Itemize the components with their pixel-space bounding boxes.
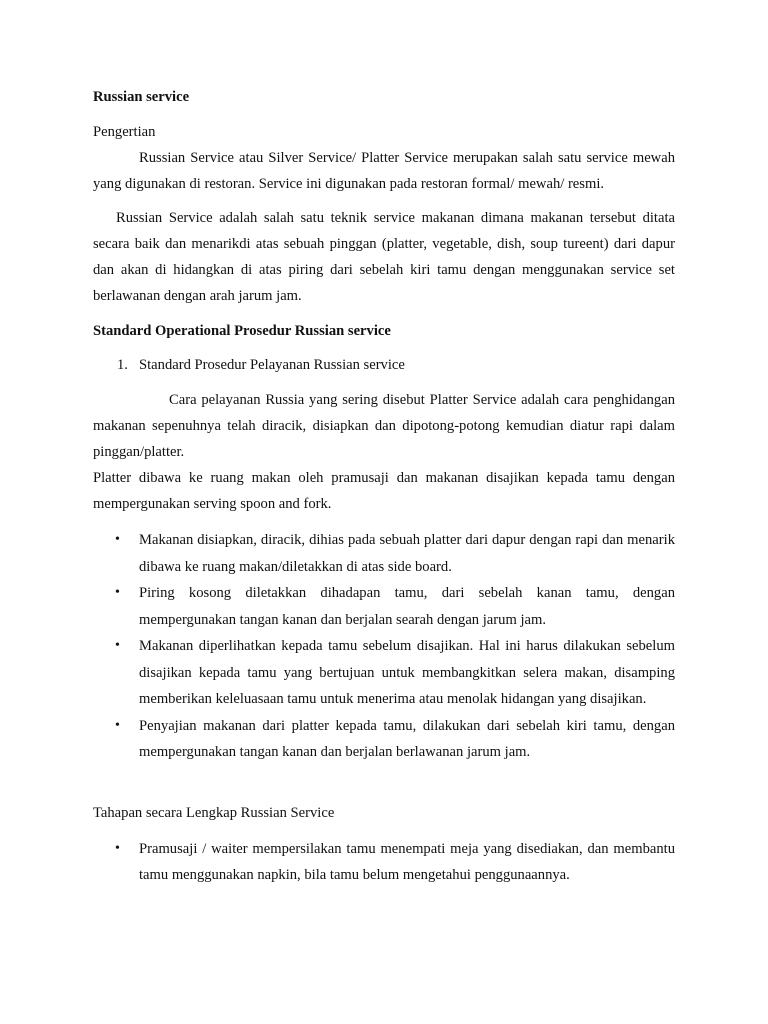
pengertian-paragraph-2: Russian Service adalah salah satu teknik service makanan dimana makanan tersebut ditata secara baik dan menarikdi atas sebuah pinggan (platter, vegetable, dish, soup tureent) dari dapur dan akan di hidangkan di atas piring dari sebelah kiri tamu dengan menggunakan service set berlawanan dengan arah jarum jam. bbox=[93, 210, 675, 304]
bullet-icon: • bbox=[115, 638, 120, 653]
list-item bbox=[93, 633, 675, 713]
document-title: Russian service bbox=[93, 89, 190, 105]
pengertian-heading: Pengertian bbox=[93, 124, 156, 140]
tahapan-bullet-list bbox=[93, 836, 675, 889]
list-item-text: Piring kosong diletakkan dihadapan tamu, dari sebelah kanan tamu, dengan mempergunakan tangan kanan dan berjalan searah dengan jarum jam. bbox=[139, 585, 675, 628]
list-item-text: Makanan disiapkan, diracik, dihias pada sebuah platter dari dapur dengan rapi dan menarik dibawa ke ruang makan/diletakkan di atas side board. bbox=[139, 532, 675, 575]
tahapan-heading: Tahapan secara Lengkap Russian Service bbox=[93, 804, 335, 821]
pelayanan-paragraph-2: Platter dibawa ke ruang makan oleh pramusaji dan makanan disajikan kepada tamu dengan mempergunakan serving spoon and fork. bbox=[93, 470, 675, 512]
numbered-item-label: Standard Prosedur Pelayanan Russian service bbox=[139, 357, 405, 373]
document-page bbox=[93, 84, 675, 889]
bullet-icon: • bbox=[115, 840, 120, 856]
list-item bbox=[93, 527, 675, 580]
list-item-text: Makanan diperlihatkan kepada tamu sebelum disajikan. Hal ini harus dilakukan sebelum disajikan kepada tamu yang bertujuan untuk membangkitkan selera makan, disamping memberikan keleluasaan tamu untuk menerima atau menolak hidangan yang disajikan. bbox=[139, 638, 675, 707]
list-item bbox=[93, 580, 675, 633]
sop-heading: Standard Operational Prosedur Russian service bbox=[93, 323, 391, 339]
list-item bbox=[93, 713, 675, 766]
bullet-icon: • bbox=[115, 585, 120, 600]
prosedur-bullet-list bbox=[93, 527, 675, 766]
bullet-icon: • bbox=[115, 532, 120, 547]
pengertian-paragraph-1: Russian Service atau Silver Service/ Platter Service merupakan salah satu service mewah yang digunakan di restoran. Service ini digunakan pada restoran formal/ mewah/ resmi. bbox=[93, 150, 675, 192]
list-item bbox=[93, 836, 675, 889]
numbered-list bbox=[93, 352, 675, 378]
list-item-text: Penyajian makanan dari platter kepada tamu, dilakukan dari sebelah kiri tamu, dengan mempergunakan tangan kanan dan berjalan berlawanan jarum jam. bbox=[139, 717, 675, 760]
list-item-text: Pramusaji / waiter mempersilakan tamu menempati meja yang disediakan, dan membantu tamu menggunakan napkin, bila tamu belum mengetahui penggunaannya. bbox=[139, 840, 675, 883]
numbered-item bbox=[93, 352, 675, 378]
numbered-item-number: 1. bbox=[117, 357, 128, 373]
bullet-icon: • bbox=[115, 717, 120, 733]
pelayanan-paragraph-1: Cara pelayanan Russia yang sering disebut Platter Service adalah cara penghidangan makanan sepenuhnya telah diracik, disiapkan dan dipotong-potong kemudian diatur rapi dalam pinggan/platter. bbox=[93, 392, 675, 460]
